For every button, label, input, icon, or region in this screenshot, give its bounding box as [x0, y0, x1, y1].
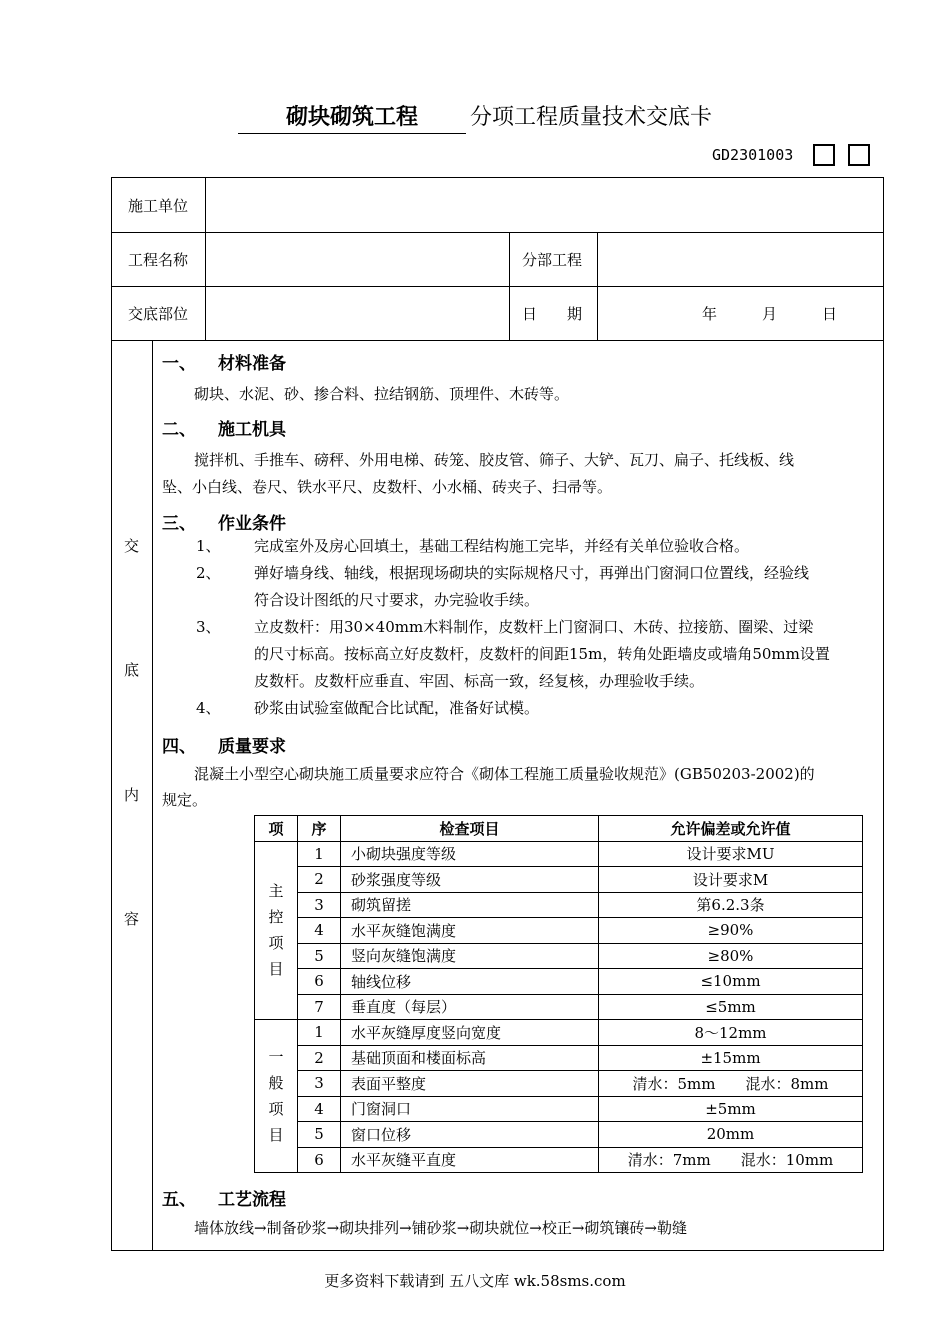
side-label-4: 容: [124, 910, 140, 928]
section-5-text: 墙体放线→制备砂浆→砌块排列→铺砂浆→砌块就位→校正→砌筑镶砖→勒缝: [194, 1219, 687, 1237]
side-label-1: 交: [124, 537, 140, 555]
group-general-label: 一 般 项 目: [255, 1020, 298, 1173]
section-2-heading: 二、 施工机具: [162, 420, 286, 440]
table-row: 7 垂直度（每层） ≤5mm: [255, 994, 863, 1020]
table-row: 4 水平灰缝饱满度 ≥90%: [255, 918, 863, 944]
condition-3-line3: 皮数杆。皮数杆应垂直、牢固、标高一致，经复核，办理验收手续。: [254, 672, 705, 690]
header-tolerance: 允许偏差或允许值: [599, 816, 863, 842]
title-underlined: 砌块砌筑工程: [238, 100, 466, 134]
section-2-line2: 坠、小白线、卷尺、铁水平尺、皮数杆、小水桶、砖夹子、扫帚等。: [162, 478, 613, 496]
section-5-heading: 五、 工艺流程: [162, 1190, 286, 1210]
unit-label: 施工单位: [128, 197, 189, 215]
condition-4-line1: 砂浆由试验室做配合比试配，准备好试模。: [254, 699, 540, 717]
table-row: 6 水平灰缝平直度 清水：7mm 混水：10mm: [255, 1147, 863, 1173]
condition-1-num: 1、: [196, 537, 221, 555]
table-row: 5 竖向灰缝饱满度 ≥80%: [255, 943, 863, 969]
document-code: GD2301003: [712, 146, 794, 164]
date-label: 日 期: [522, 305, 583, 323]
section-2-line1: 搅拌机、手推车、磅秤、外用电梯、砖笼、胶皮管、筛子、大铲、瓦刀、扁子、托线板、线: [194, 451, 795, 469]
footer-link[interactable]: 更多资料下载请到 五八文库 wk.58sms.com: [324, 1272, 626, 1290]
subproject-label: 分部工程: [522, 251, 583, 269]
table-row: 3 砌筑留搓 第6.2.3条: [255, 892, 863, 918]
title-rest: 分项工程质量技术交底卡: [470, 105, 713, 130]
section-4-line1: 混凝土小型空心砌块施工质量要求应符合《砌体工程施工质量验收规范》(GB50203-2002)的: [194, 765, 815, 783]
section-3-heading: 三、 作业条件: [162, 514, 286, 534]
header-category: 项: [255, 816, 298, 842]
table-row: 一 般 项 目 1 水平灰缝厚度竖向宽度 8～12mm: [255, 1020, 863, 1046]
header-item: 检查项目: [341, 816, 599, 842]
condition-3-num: 3、: [196, 618, 221, 636]
condition-3-line1: 立皮数杆：用30×40mm木料制作，皮数杆上门窗洞口、木砖、拉接筋、圈梁、过梁: [254, 618, 814, 636]
table-row: 5 窗口位移 20mm: [255, 1122, 863, 1148]
section-1-text: 砌块、水泥、砂、掺合料、拉结钢筋、顶埋件、木砖等。: [194, 385, 570, 403]
header-seq: 序: [298, 816, 341, 842]
checkbox-2[interactable]: [848, 144, 870, 166]
table-row: 3 表面平整度 清水：5mm 混水：8mm: [255, 1071, 863, 1097]
table-row: 2 砂浆强度等级 设计要求M: [255, 867, 863, 893]
quality-table: [254, 815, 863, 1173]
table-header-row: [255, 816, 863, 842]
form-frame: [111, 177, 884, 1251]
date-value: 年 月 日: [702, 305, 838, 323]
side-label-2: 底: [124, 661, 140, 679]
page-title: [0, 100, 950, 134]
table-row: 2 基础顶面和楼面标高 ±15mm: [255, 1045, 863, 1071]
checkbox-1[interactable]: [813, 144, 835, 166]
table-row: 主 控 项 目 1 小砌块强度等级 设计要求MU: [255, 841, 863, 867]
table-row: 6 轴线位移 ≤10mm: [255, 969, 863, 995]
condition-3-line2: 的尺寸标高。按标高立好皮数杆，皮数杆的间距15m，转角处距墙皮或墙角50mm设置: [254, 645, 830, 663]
project-label: 工程名称: [128, 251, 189, 269]
side-label-3: 内: [124, 786, 140, 804]
condition-2-line1: 弹好墙身线、轴线，根据现场砌块的实际规格尺寸，再弹出门窗洞口位置线，经验线: [254, 564, 810, 582]
section-4-line2: 规定。: [162, 791, 208, 809]
condition-1-line1: 完成室外及房心回填土，基础工程结构施工完毕，并经有关单位验收合格。: [254, 537, 750, 555]
group-main-label: 主 控 项 目: [255, 841, 298, 1020]
condition-2-num: 2、: [196, 564, 221, 582]
condition-4-num: 4、: [196, 699, 221, 717]
part-label: 交底部位: [128, 305, 189, 323]
table-row: 4 门窗洞口 ±5mm: [255, 1096, 863, 1122]
condition-2-line2: 符合设计图纸的尺寸要求，办完验收手续。: [254, 591, 540, 609]
section-1-heading: 一、 材料准备: [162, 354, 286, 374]
section-4-heading: 四、 质量要求: [162, 737, 286, 757]
